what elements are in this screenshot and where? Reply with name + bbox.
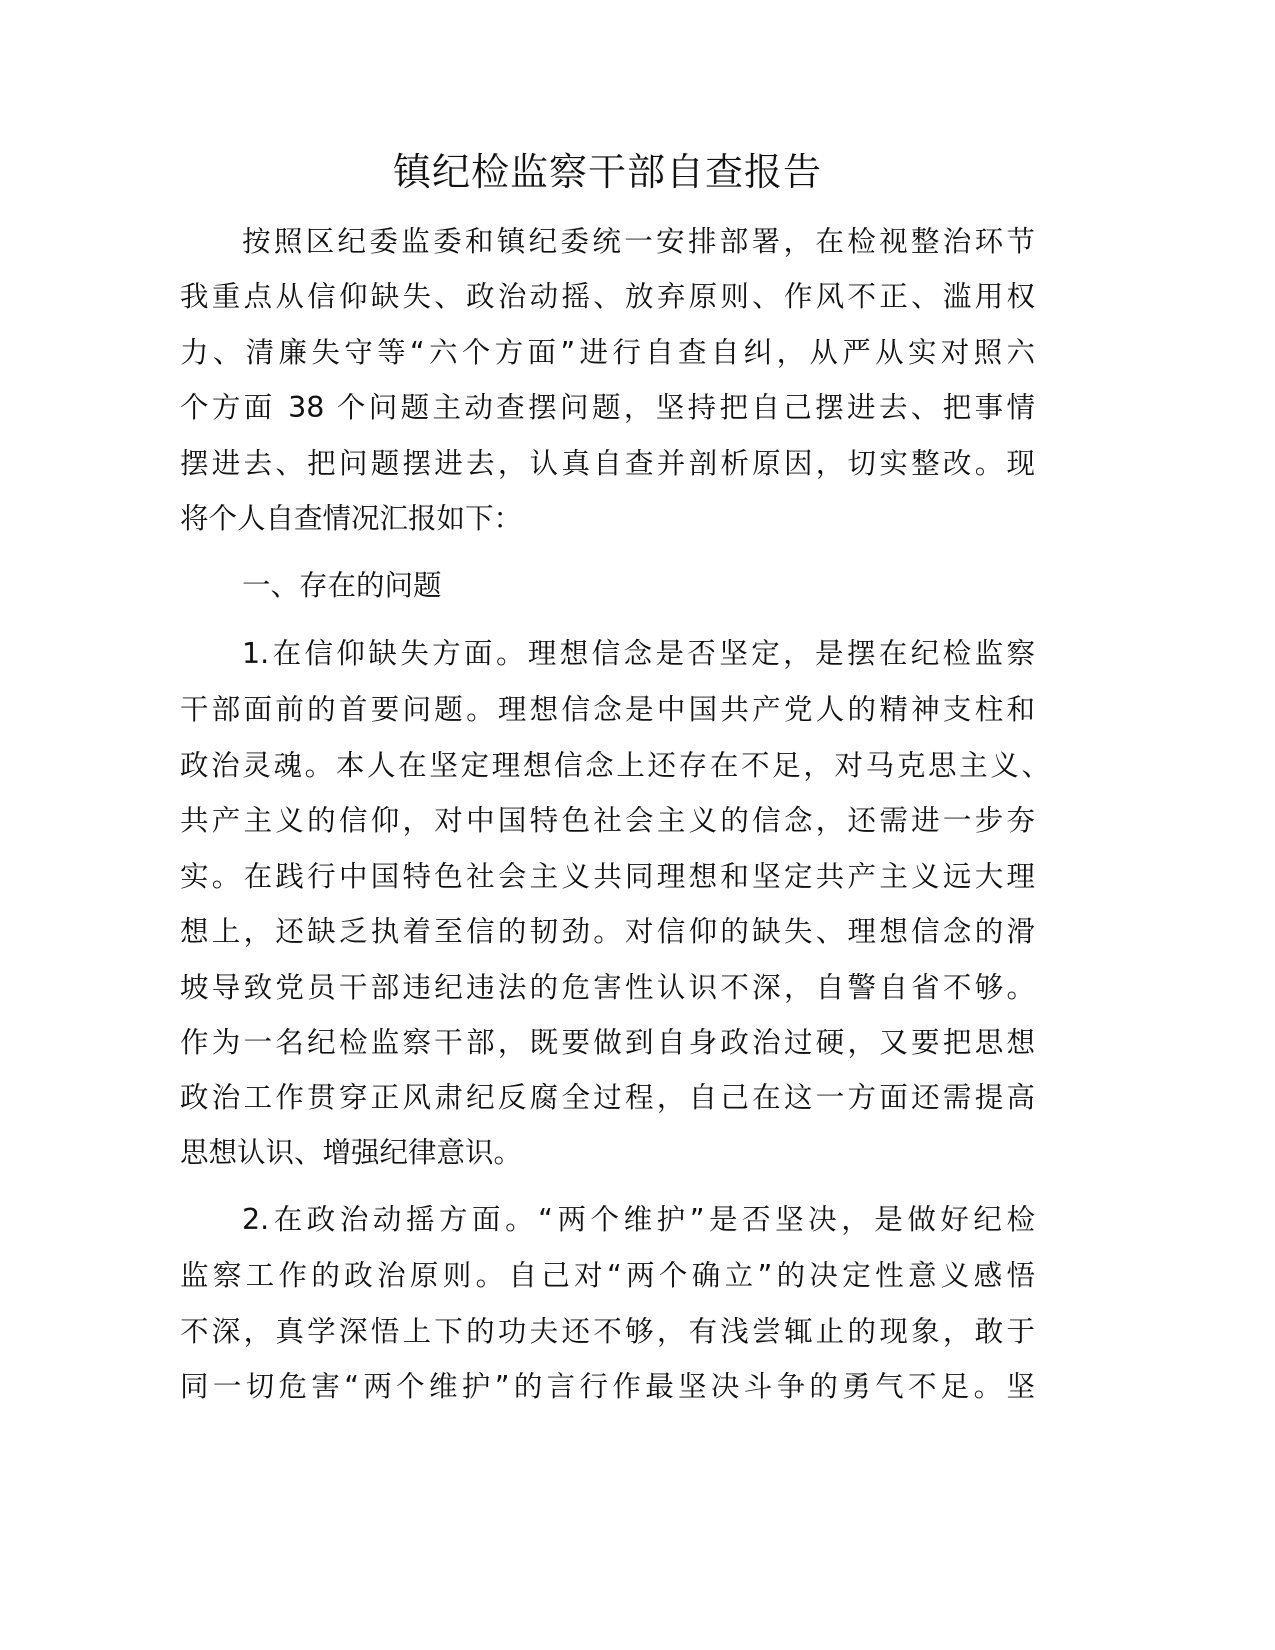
item2-line: 监察工作的政治原则。自己对“两个确立”的决定性意义感悟: [180, 1259, 1035, 1292]
item1-line: 政治灵魂。本人在坚定理想信念上还存在不足，对马克思主义、: [180, 749, 1050, 782]
item2-line: 2.在政治动摇方面。“两个维护”是否坚决，是做好纪检: [242, 1203, 1035, 1236]
intro-line: 我重点从信仰缺失、政治动摇、放弃原则、作风不正、滥用权: [180, 280, 1035, 313]
item1-line: 实。在践行中国特色社会主义共同理想和坚定共产主义远大理: [180, 860, 1035, 893]
item1-line: 共产主义的信仰，对中国特色社会主义的信念，还需进一步夯: [180, 804, 1035, 837]
item1-line: 干部面前的首要问题。理想信念是中国共产党人的精神支柱和: [180, 693, 1035, 726]
item2-line: 同一切危害“两个维护”的言行作最坚决斗争的勇气不足。坚: [180, 1370, 1035, 1403]
intro-line: 按照区纪委监委和镇纪委统一安排部署，在检视整治环节: [242, 225, 1035, 258]
item2-line: 不深，真学深悟上下的功夫还不够，有浅尝辄止的现象，敢于: [180, 1315, 1035, 1348]
intro-line: 将个人自查情况汇报如下：: [180, 502, 523, 535]
item1-line: 想上，还缺乏执着至信的韧劲。对信仰的缺失、理想信念的滑: [180, 915, 1035, 948]
item1-line: 政治工作贯穿正风肃纪反腐全过程，自己在这一方面还需提高: [180, 1081, 1035, 1114]
section-heading: 一、存在的问题: [242, 569, 442, 602]
item1-line: 坡导致党员干部违纪违法的危害性认识不深，自警自省不够。: [180, 971, 1035, 1004]
item1-line: 思想认识、增强纪律意识。: [180, 1136, 523, 1169]
item1-line: 作为一名纪检监察干部，既要做到自身政治过硬，又要把思想: [180, 1026, 1035, 1059]
intro-line: 力、清廉失守等“六个方面”进行自查自纠，从严从实对照六: [180, 336, 1035, 369]
intro-line: 摆进去、把问题摆进去，认真自查并剖析原因，切实整改。现: [180, 447, 1035, 480]
document-title: 镇纪检监察干部自查报告: [392, 150, 822, 194]
item1-line: 1.在信仰缺失方面。理想信念是否坚定，是摆在纪检监察: [242, 637, 1035, 670]
intro-line: 个方面 38 个问题主动查摆问题，坚持把自己摆进去、把事情: [180, 391, 1035, 424]
